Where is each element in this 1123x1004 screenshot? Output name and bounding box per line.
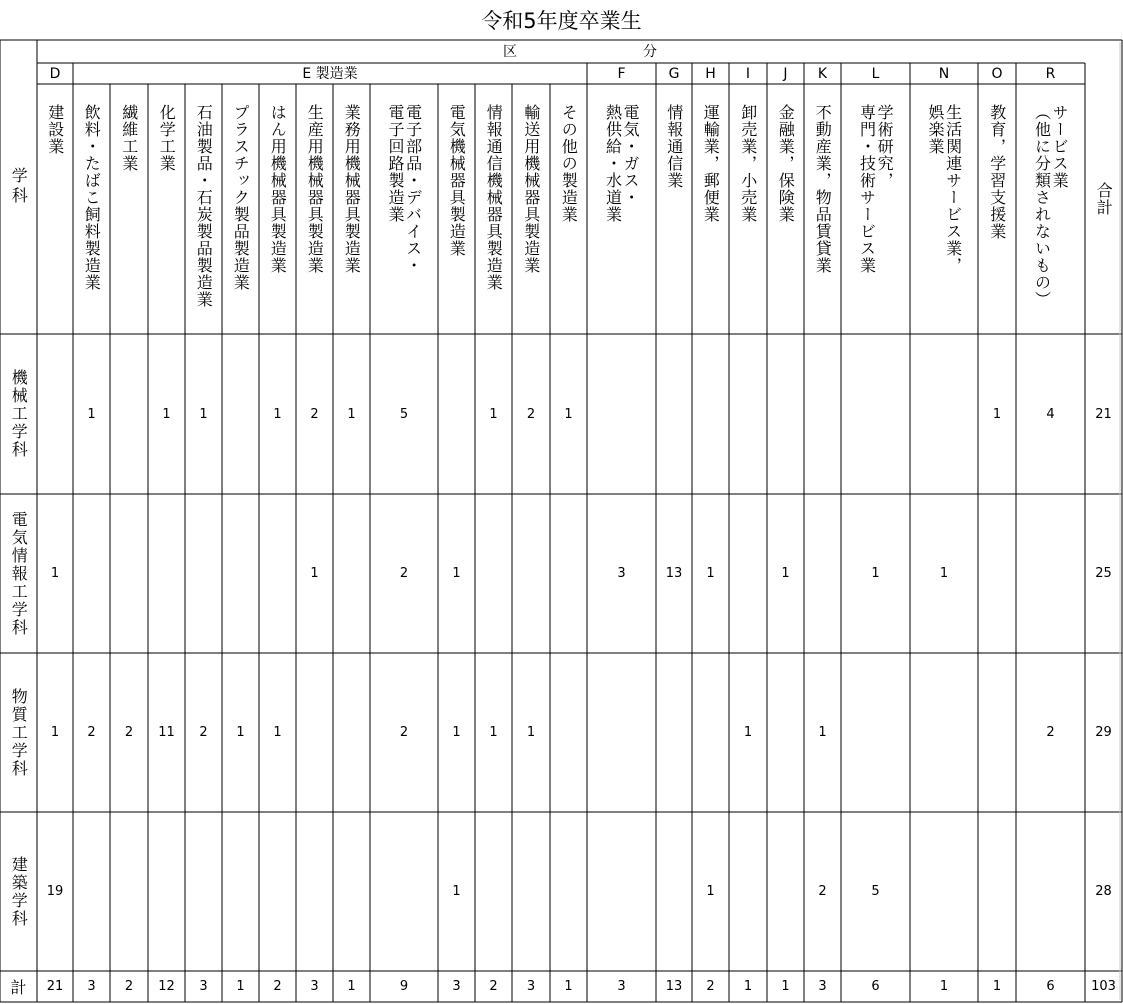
table-cell: 2 — [1046, 725, 1055, 740]
table-cell: 2 — [199, 725, 208, 740]
column-header — [333, 104, 370, 326]
table-cell: 1 — [452, 725, 461, 740]
table-cell — [1016, 494, 1085, 653]
table-cell: 1 — [526, 725, 536, 740]
total-column-header — [1085, 63, 1122, 334]
table-cell — [910, 653, 978, 812]
row-label-text: 電気情報工学科 — [9, 510, 29, 637]
table-cell — [73, 812, 110, 971]
table-cell — [656, 334, 692, 494]
totals-cell: 1 — [992, 979, 1002, 994]
column-header-text: 生活関連サービス業， 娯楽業 — [926, 104, 963, 274]
column-header — [222, 104, 259, 326]
totals-cell: 2 — [489, 979, 498, 994]
table-cell — [841, 334, 910, 494]
column-header — [910, 104, 978, 326]
table-cell — [804, 494, 841, 653]
totals-cell: 1 — [236, 979, 245, 994]
page-title: 令和5年度卒業生 — [481, 9, 642, 33]
table-cell — [296, 653, 333, 812]
totals-cell: 3 — [526, 979, 536, 994]
column-header-text: 輸送用機械器具製造業 — [521, 104, 541, 274]
table-cell: 2 — [399, 566, 409, 581]
table-cell: 11 — [158, 725, 175, 740]
column-header — [841, 104, 910, 326]
group-header-manufacturing: E 製造業 — [302, 65, 358, 82]
totals-row-label: 計 — [10, 978, 27, 997]
table-cell — [978, 653, 1016, 812]
column-header-text: 電子部品・デバイス・ 電子回路製造業 — [386, 104, 423, 274]
table-cell — [110, 494, 148, 653]
column-code: F — [617, 65, 626, 82]
column-code: G — [668, 65, 680, 82]
totals-cell: 1 — [743, 979, 753, 994]
row-label — [0, 812, 37, 971]
table-cell — [73, 494, 110, 653]
table-cell — [222, 334, 259, 494]
totals-cell: 21 — [46, 979, 64, 994]
row-total-cell: 21 — [1095, 406, 1112, 422]
column-header-text: 電気機械器具製造業 — [447, 104, 467, 257]
row-total-cell: 28 — [1095, 884, 1112, 899]
table-cell — [110, 812, 148, 971]
table-cell — [512, 494, 550, 653]
row-total-cell: 29 — [1095, 725, 1112, 740]
table-cell: 13 — [665, 566, 683, 581]
column-code: O — [991, 65, 1003, 82]
totals-cell: 1 — [781, 979, 790, 994]
table-cell — [692, 334, 729, 494]
column-code: N — [938, 65, 950, 82]
column-header — [185, 104, 222, 326]
table-cell — [587, 334, 656, 494]
column-header-text: 運輸業，郵便業 — [701, 104, 721, 223]
row-total-cell: 25 — [1095, 566, 1112, 581]
totals-cell: 13 — [665, 979, 683, 994]
table-cell: 1 — [706, 884, 715, 899]
table-cell: 1 — [452, 566, 461, 581]
totals-cell: 3 — [87, 979, 96, 994]
table-cell — [438, 334, 475, 494]
table-cell — [475, 812, 512, 971]
column-header — [978, 104, 1016, 326]
table-cell: 1 — [273, 725, 282, 740]
column-header — [370, 104, 438, 326]
table-cell: 5 — [399, 406, 409, 422]
table-cell — [767, 812, 804, 971]
table-cell — [333, 494, 370, 653]
table-cell — [767, 334, 804, 494]
row-label-header-text: 学科 — [9, 167, 29, 207]
row-label-header — [0, 40, 37, 334]
table-cell: 1 — [347, 406, 356, 422]
column-header-text: 建設業 — [45, 104, 65, 155]
column-header-text: はん用機械器具製造業 — [268, 104, 288, 274]
table-cell: 1 — [273, 406, 282, 422]
table-cell: 3 — [617, 566, 626, 581]
table-cell: 19 — [46, 884, 64, 899]
table-cell — [259, 812, 296, 971]
table-cell: 2 — [526, 406, 536, 422]
totals-cell: 2 — [706, 979, 715, 994]
table-cell — [512, 812, 550, 971]
column-code: H — [705, 65, 716, 82]
column-header — [296, 104, 333, 326]
table-cell: 2 — [124, 725, 134, 740]
column-header-text: 生産用機械器具製造業 — [305, 104, 325, 274]
column-code: R — [1045, 65, 1056, 82]
table-cell: 1 — [489, 406, 498, 422]
column-header-text: 繊維工業 — [119, 104, 139, 172]
column-header-text: その他の製造業 — [559, 104, 579, 223]
table-cell — [550, 812, 587, 971]
table-cell — [841, 653, 910, 812]
totals-cell: 1 — [939, 979, 949, 994]
table-cell: 1 — [818, 725, 827, 740]
table-cell — [1016, 812, 1085, 971]
column-code: D — [49, 65, 61, 82]
column-header-text: 学術研究， 専門・技術サービス業 — [857, 104, 895, 274]
column-header — [1016, 104, 1085, 326]
table-cell — [370, 812, 438, 971]
row-label-text: 機械工学科 — [9, 369, 29, 459]
totals-cell: 1 — [347, 979, 356, 994]
category-header-right: 分 — [643, 43, 657, 60]
row-label — [0, 653, 37, 812]
column-header — [512, 104, 550, 326]
table-cell: 1 — [199, 406, 208, 422]
row-label — [0, 494, 37, 653]
column-header-text: 電気・ガス・ 熱供給・水道業 — [603, 104, 641, 223]
column-header — [692, 104, 729, 326]
totals-cell: 2 — [124, 979, 134, 994]
column-header — [729, 104, 767, 326]
column-header — [37, 104, 73, 326]
table-cell — [729, 494, 767, 653]
table-cell — [978, 812, 1016, 971]
totals-cell: 3 — [617, 979, 626, 994]
column-header — [110, 104, 148, 326]
table-cell: 1 — [489, 725, 498, 740]
table-cell — [656, 653, 692, 812]
totals-cell: 9 — [399, 979, 409, 994]
table-cell — [804, 334, 841, 494]
column-header — [259, 104, 296, 326]
table-cell — [978, 494, 1016, 653]
table-cell: 1 — [87, 406, 96, 422]
table-cell: 5 — [871, 884, 880, 899]
table-cell: 1 — [939, 566, 949, 581]
column-header-text: 業務用機械器具製造業 — [342, 104, 362, 274]
totals-cell: 3 — [452, 979, 461, 994]
column-header-text: 飲料・たばこ飼料製造業 — [82, 104, 102, 291]
column-code: K — [817, 65, 828, 82]
table-cell — [767, 653, 804, 812]
column-header-text: 教育，学習支援業 — [987, 104, 1007, 240]
grand-total-cell: 103 — [1091, 979, 1116, 994]
column-header-text: 金融業，保険業 — [776, 104, 796, 223]
column-header-text: 情報通信機械器具製造業 — [484, 104, 504, 291]
table-cell — [910, 812, 978, 971]
table-cell: 1 — [992, 406, 1002, 422]
totals-cell: 1 — [564, 979, 573, 994]
column-header — [656, 104, 692, 326]
table-cell: 1 — [452, 884, 461, 899]
column-header — [767, 104, 804, 326]
totals-cell: 3 — [310, 979, 319, 994]
table-cell: 1 — [236, 725, 245, 740]
table-cell — [110, 334, 148, 494]
table-cell — [550, 653, 587, 812]
column-code: J — [783, 65, 788, 82]
table-cell: 2 — [818, 884, 827, 899]
column-header — [73, 104, 110, 326]
table-cell: 1 — [162, 406, 171, 422]
table-cell: 2 — [87, 725, 96, 740]
totals-cell: 3 — [199, 979, 208, 994]
table-cell: 2 — [399, 725, 409, 740]
column-header — [587, 104, 656, 326]
column-code: L — [871, 65, 880, 82]
totals-cell: 12 — [158, 979, 175, 994]
category-header-left: 区 — [503, 43, 517, 60]
table-cell — [333, 812, 370, 971]
table-cell — [296, 812, 333, 971]
column-header-text: 石油製品・石炭製品製造業 — [194, 104, 214, 308]
column-header — [804, 104, 841, 326]
column-code: I — [745, 65, 751, 82]
column-header-text: プラスチック製品製造業 — [231, 104, 251, 291]
table-cell: 4 — [1046, 406, 1055, 422]
table-cell: 2 — [310, 406, 319, 422]
totals-cell: 3 — [818, 979, 827, 994]
table-cell: 1 — [743, 725, 753, 740]
row-label — [0, 334, 37, 494]
table-cell — [148, 494, 185, 653]
total-column-header-text: 合計 — [1094, 181, 1114, 216]
table-cell — [333, 653, 370, 812]
column-header-text: サービス業 （他に分類されないもの） — [1032, 104, 1070, 308]
table-cell — [185, 812, 222, 971]
table-cell — [222, 812, 259, 971]
table-cell — [475, 494, 512, 653]
column-header — [148, 104, 185, 326]
table-cell: 1 — [564, 406, 573, 422]
table-cell: 1 — [706, 566, 715, 581]
table-cell: 1 — [50, 566, 60, 581]
row-label-text: 物質工学科 — [9, 687, 29, 778]
totals-cell: 6 — [1046, 979, 1055, 994]
table-cell — [910, 334, 978, 494]
column-header — [438, 104, 475, 326]
table-cell — [259, 494, 296, 653]
table-cell: 1 — [781, 566, 790, 581]
table-cell — [185, 494, 222, 653]
column-header-text: 化学工業 — [157, 104, 177, 172]
totals-cell: 6 — [871, 979, 880, 994]
column-header-text: 情報通信業 — [664, 104, 684, 189]
column-header — [550, 104, 587, 326]
table-cell — [729, 334, 767, 494]
row-label-text: 建築学科 — [9, 855, 29, 928]
column-header-text: 不動産業，物品賃貸業 — [813, 104, 833, 274]
table-cell: 1 — [871, 566, 880, 581]
table-cell — [587, 812, 656, 971]
table-cell — [37, 334, 73, 494]
table-cell — [148, 812, 185, 971]
table-cell — [222, 494, 259, 653]
table-cell: 1 — [310, 566, 319, 581]
column-header-text: 卸売業，小売業 — [738, 104, 758, 223]
table-cell — [550, 494, 587, 653]
table-cell — [729, 812, 767, 971]
column-header — [475, 104, 512, 326]
totals-cell: 2 — [273, 979, 282, 994]
table-cell — [656, 812, 692, 971]
table-cell — [692, 653, 729, 812]
table-cell — [587, 653, 656, 812]
table-cell: 1 — [50, 725, 60, 740]
